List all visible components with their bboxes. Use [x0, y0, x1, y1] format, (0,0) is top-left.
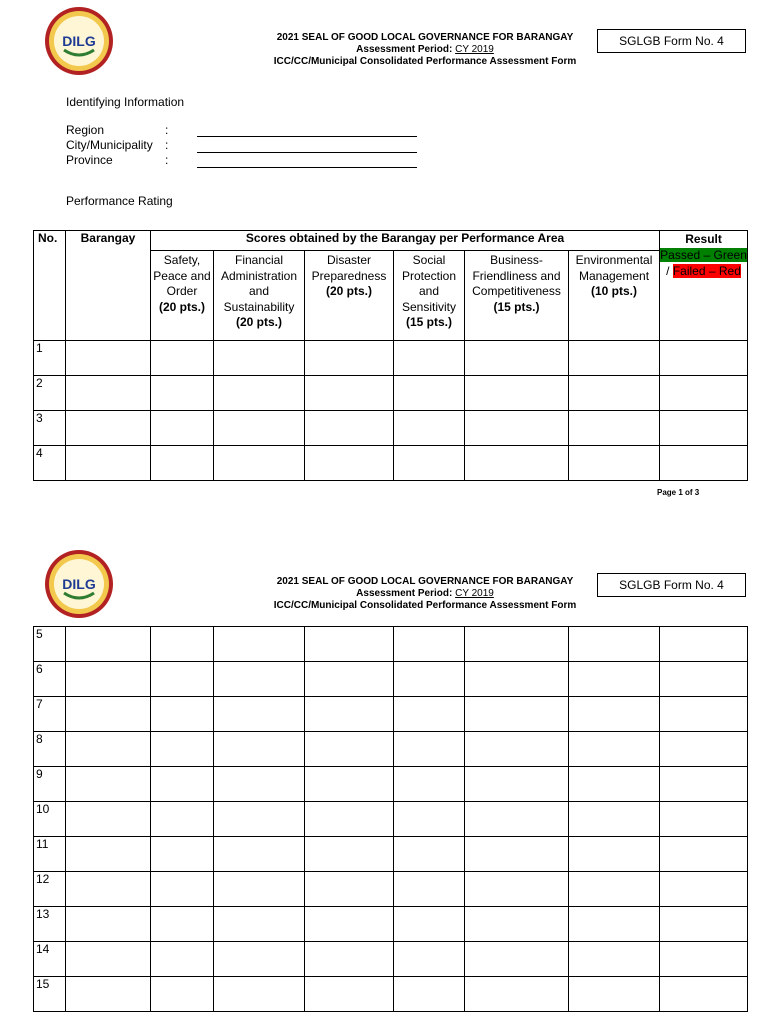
table-cell[interactable] [214, 662, 305, 697]
table-cell[interactable] [569, 341, 660, 376]
table-cell[interactable] [660, 732, 748, 767]
table-cell[interactable] [151, 732, 214, 767]
table-cell[interactable] [66, 942, 151, 977]
area-environmental-management: Environmental Management (10 pts.) [569, 251, 660, 341]
table-cell[interactable] [66, 411, 151, 446]
table-cell[interactable] [151, 837, 214, 872]
area-business-friendliness: Business-Friendliness and Competitiveness (15 pts.) [465, 251, 569, 341]
result-failed-label: Failed – Red [672, 264, 741, 278]
table-cell[interactable] [660, 411, 748, 446]
table-cell[interactable] [394, 942, 465, 977]
table-cell[interactable] [569, 767, 660, 802]
row-number: 6 [34, 662, 66, 697]
table-cell[interactable] [66, 341, 151, 376]
table-cell[interactable] [151, 872, 214, 907]
table-cell[interactable] [394, 802, 465, 837]
table-cell[interactable] [66, 907, 151, 942]
table-row [34, 341, 748, 376]
table-cell[interactable] [305, 837, 394, 872]
table-cell[interactable] [214, 697, 305, 732]
table-cell[interactable] [465, 802, 569, 837]
header-block-page2 [230, 576, 620, 612]
row-number: 14 [34, 942, 66, 977]
dilg-logo-page2 [44, 549, 114, 619]
table-cell[interactable] [66, 802, 151, 837]
table-cell[interactable] [569, 907, 660, 942]
table-cell[interactable] [660, 837, 748, 872]
city-municipality-colon: : [165, 138, 169, 152]
table-cell[interactable] [465, 767, 569, 802]
table-cell[interactable] [66, 627, 151, 662]
table-cell[interactable] [305, 977, 394, 1012]
province-label: Province [66, 153, 113, 167]
header-title: 2021 SEAL OF GOOD LOCAL GOVERNANCE FOR BARANGAY [276, 32, 574, 43]
table-cell[interactable] [305, 732, 394, 767]
table-row [34, 411, 748, 446]
area-social-protection: Social Protection and Sensitivity (15 pts.) [394, 251, 465, 341]
table-cell[interactable] [66, 977, 151, 1012]
table-cell[interactable] [569, 662, 660, 697]
table-cell[interactable] [394, 411, 465, 446]
form-number-box-page2: SGLGB Form No. 4 [597, 573, 746, 597]
table-row [34, 732, 748, 767]
table-cell[interactable] [465, 837, 569, 872]
table-cell[interactable] [660, 662, 748, 697]
dilg-logo [44, 6, 114, 76]
table-cell[interactable] [569, 837, 660, 872]
region-label: Region [66, 123, 105, 137]
table-cell[interactable] [151, 697, 214, 732]
table-cell[interactable] [214, 446, 305, 481]
table-cell[interactable] [660, 446, 748, 481]
table-cell[interactable] [394, 837, 465, 872]
city-municipality-field[interactable] [197, 137, 417, 153]
row-number: 7 [34, 697, 66, 732]
province-field[interactable] [197, 152, 417, 168]
table-cell[interactable] [465, 732, 569, 767]
province-colon: : [165, 153, 169, 167]
row-number: 13 [34, 907, 66, 942]
row-number: 8 [34, 732, 66, 767]
table-cell[interactable] [214, 732, 305, 767]
table-cell[interactable] [66, 697, 151, 732]
table-cell[interactable] [569, 942, 660, 977]
scores-header: Scores obtained by the Barangay per Performance Area [151, 231, 660, 251]
table-cell[interactable] [465, 907, 569, 942]
table-cell[interactable] [151, 341, 214, 376]
row-number: 12 [34, 872, 66, 907]
row-number: 2 [34, 376, 66, 411]
table-cell[interactable] [569, 411, 660, 446]
row-number: 10 [34, 802, 66, 837]
table-cell[interactable] [305, 411, 394, 446]
table-cell[interactable] [660, 341, 748, 376]
table-cell[interactable] [394, 872, 465, 907]
row-number: 9 [34, 767, 66, 802]
table-cell[interactable] [151, 411, 214, 446]
table-cell[interactable] [660, 872, 748, 907]
table-cell[interactable] [305, 376, 394, 411]
table-cell[interactable] [569, 697, 660, 732]
table-row [34, 837, 748, 872]
table-cell[interactable] [151, 627, 214, 662]
table-cell[interactable] [151, 942, 214, 977]
table-row [34, 446, 748, 481]
table-cell[interactable] [214, 341, 305, 376]
table-cell[interactable] [465, 977, 569, 1012]
table-cell[interactable] [66, 767, 151, 802]
table-cell[interactable] [660, 767, 748, 802]
table-cell[interactable] [305, 627, 394, 662]
table-cell[interactable] [305, 942, 394, 977]
performance-rating-heading: Performance Rating [66, 194, 173, 208]
col-no-header: No. [34, 231, 66, 341]
area-disaster-preparedness: Disaster Preparedness (20 pts.) [305, 251, 394, 341]
city-municipality-label: City/Municipality [66, 138, 153, 152]
table-cell[interactable] [569, 802, 660, 837]
table-cell[interactable] [394, 376, 465, 411]
table-row [34, 907, 748, 942]
table-cell[interactable] [394, 662, 465, 697]
table-cell[interactable] [465, 446, 569, 481]
table-cell[interactable] [305, 697, 394, 732]
table-cell[interactable] [66, 376, 151, 411]
result-separator: / [666, 264, 670, 278]
table-cell[interactable] [214, 907, 305, 942]
table-cell[interactable] [465, 341, 569, 376]
svg-text:DILG: DILG [62, 33, 96, 49]
table-cell[interactable] [465, 872, 569, 907]
table-cell[interactable] [305, 872, 394, 907]
table-cell[interactable] [151, 977, 214, 1012]
table-cell[interactable] [151, 446, 214, 481]
table-cell[interactable] [465, 411, 569, 446]
performance-table [33, 230, 748, 481]
table-cell[interactable] [305, 802, 394, 837]
table-cell[interactable] [151, 376, 214, 411]
form-number-box: SGLGB Form No. 4 [597, 29, 746, 53]
form-title: ICC/CC/Municipal Consolidated Performance Assessment Form [273, 56, 577, 67]
table-cell[interactable] [394, 697, 465, 732]
table-cell[interactable] [394, 732, 465, 767]
area-financial-administration: Financial Administration and Sustainability (20 pts.) [214, 251, 305, 341]
row-number: 5 [34, 627, 66, 662]
table-cell[interactable] [66, 732, 151, 767]
table-cell[interactable] [214, 376, 305, 411]
row-number: 3 [34, 411, 66, 446]
table-row [34, 872, 748, 907]
result-header [660, 231, 748, 341]
table-cell[interactable] [465, 627, 569, 662]
table-row [34, 977, 748, 1012]
table-cell[interactable] [305, 341, 394, 376]
table-cell[interactable] [660, 376, 748, 411]
table-cell[interactable] [394, 977, 465, 1012]
performance-table-page2 [33, 626, 748, 1012]
table-cell[interactable] [66, 837, 151, 872]
result-label: Result [685, 232, 722, 246]
table-cell[interactable] [394, 907, 465, 942]
table-cell[interactable] [214, 942, 305, 977]
table-cell[interactable] [151, 767, 214, 802]
table-cell[interactable] [569, 376, 660, 411]
area-safety-peace-order: Safety, Peace and Order (20 pts.) [151, 251, 214, 341]
table-cell[interactable] [305, 446, 394, 481]
table-cell[interactable] [465, 376, 569, 411]
svg-text:DILG: DILG [62, 576, 96, 592]
table-cell[interactable] [214, 802, 305, 837]
table-cell[interactable] [569, 446, 660, 481]
form-title-page2: ICC/CC/Municipal Consolidated Performance Assessment Form [273, 600, 577, 611]
table-cell[interactable] [394, 767, 465, 802]
table-row [34, 942, 748, 977]
table-cell[interactable] [394, 627, 465, 662]
row-number: 4 [34, 446, 66, 481]
table-cell[interactable] [214, 977, 305, 1012]
row-number: 1 [34, 341, 66, 376]
table-cell[interactable] [214, 837, 305, 872]
table-row [34, 697, 748, 732]
table-cell[interactable] [660, 802, 748, 837]
table-cell[interactable] [660, 977, 748, 1012]
table-cell[interactable] [66, 446, 151, 481]
table-row [34, 627, 748, 662]
table-cell[interactable] [214, 872, 305, 907]
table-cell[interactable] [66, 872, 151, 907]
table-cell[interactable] [151, 907, 214, 942]
row-number: 11 [34, 837, 66, 872]
table-cell[interactable] [151, 802, 214, 837]
col-barangay-header: Barangay [66, 231, 151, 341]
table-cell[interactable] [305, 767, 394, 802]
table-cell[interactable] [660, 942, 748, 977]
table-cell[interactable] [465, 942, 569, 977]
table-cell[interactable] [214, 627, 305, 662]
table-cell[interactable] [305, 662, 394, 697]
region-colon: : [165, 123, 169, 137]
assessment-period: Assessment Period: CY 2019 [356, 44, 494, 55]
table-cell[interactable] [569, 977, 660, 1012]
header-title-page2: 2021 SEAL OF GOOD LOCAL GOVERNANCE FOR BARANGAY [276, 576, 574, 587]
table-row [34, 662, 748, 697]
table-cell[interactable] [465, 662, 569, 697]
table-cell[interactable] [660, 697, 748, 732]
page-number: Page 1 of 3 [657, 488, 700, 497]
table-cell[interactable] [569, 627, 660, 662]
table-cell[interactable] [305, 907, 394, 942]
table-cell[interactable] [569, 732, 660, 767]
table-cell[interactable] [394, 446, 465, 481]
row-number: 15 [34, 977, 66, 1012]
table-cell[interactable] [66, 662, 151, 697]
identifying-heading: Identifying Information [66, 95, 185, 109]
table-row [34, 376, 748, 411]
table-cell[interactable] [569, 872, 660, 907]
table-cell[interactable] [214, 411, 305, 446]
header-block [230, 32, 620, 68]
table-cell[interactable] [214, 767, 305, 802]
table-cell[interactable] [660, 627, 748, 662]
table-cell[interactable] [394, 341, 465, 376]
assessment-period-page2: Assessment Period: CY 2019 [356, 588, 494, 599]
table-cell[interactable] [660, 907, 748, 942]
table-cell[interactable] [465, 697, 569, 732]
table-cell[interactable] [151, 662, 214, 697]
table-row [34, 802, 748, 837]
result-passed-label: Passed – Green [660, 248, 747, 262]
table-row [34, 767, 748, 802]
region-field[interactable] [197, 121, 417, 137]
